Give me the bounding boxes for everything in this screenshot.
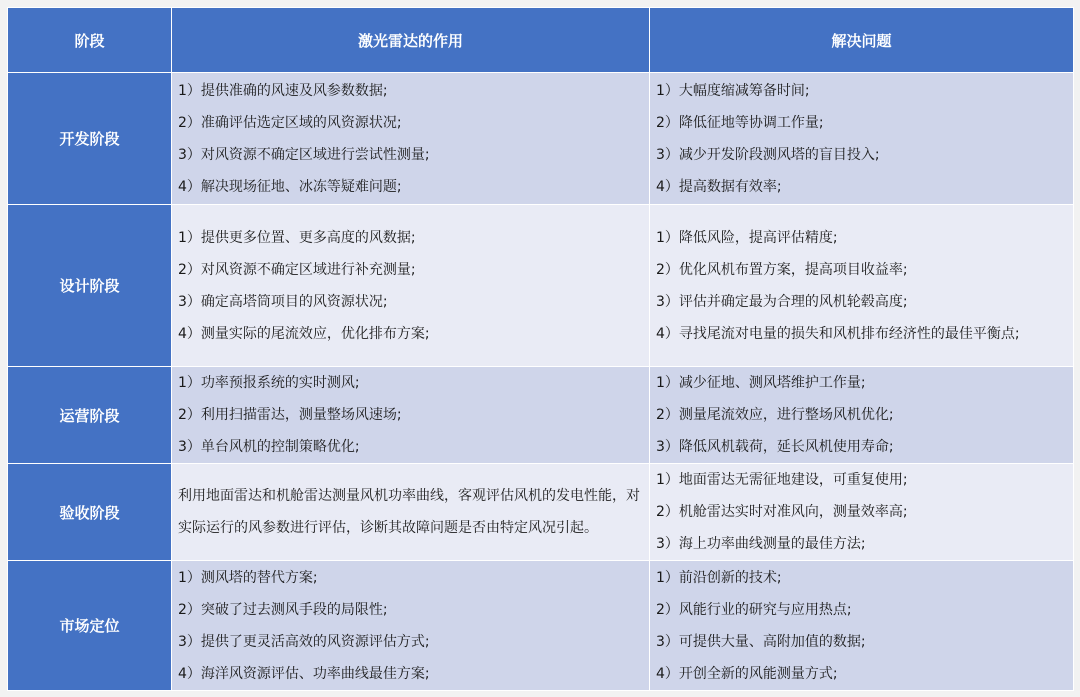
- header-stage: 阶段: [8, 8, 172, 73]
- stage-cell: 设计阶段: [8, 205, 172, 367]
- lidar-application-table: [7, 7, 1074, 691]
- solve-item: 1）地面雷达无需征地建设，可重复使用;: [656, 472, 908, 488]
- role-item: 3）单台风机的控制策略优化;: [178, 439, 360, 455]
- solve-cell: [650, 205, 1074, 367]
- role-item: 3）确定高塔筒项目的风资源状况;: [178, 293, 388, 310]
- table-row: [8, 73, 1074, 205]
- role-cell: [172, 205, 650, 367]
- table-row: [8, 205, 1074, 367]
- stage-cell: 开发阶段: [8, 73, 172, 205]
- solve-item: 1）大幅度缩减筹备时间;: [656, 82, 810, 99]
- role-item: 1）测风塔的替代方案;: [178, 569, 318, 586]
- role-item: 1）提供准确的风速及风参数数据;: [178, 82, 388, 99]
- role-item: 4）测量实际的尾流效应，优化排布方案;: [178, 325, 430, 342]
- solve-item: 1）降低风险，提高评估精度;: [656, 229, 838, 246]
- role-cell: [172, 367, 650, 464]
- role-cell: [172, 561, 650, 691]
- solve-item: 4）寻找尾流对电量的损失和风机排布经济性的最佳平衡点;: [656, 325, 1020, 342]
- solve-cell: [650, 367, 1074, 464]
- role-item: 3）提供了更灵活高效的风资源评估方式;: [178, 633, 430, 650]
- table-row: [8, 464, 1074, 561]
- solve-item: 1）减少征地、测风塔维护工作量;: [656, 375, 866, 391]
- header-problems-solved: 解决问题: [650, 8, 1074, 73]
- stage-cell: 市场定位: [8, 561, 172, 691]
- table-row: [8, 561, 1074, 691]
- solve-item: 2）降低征地等协调工作量;: [656, 114, 824, 131]
- solve-item: 4）开创全新的风能测量方式;: [656, 665, 838, 682]
- solve-item: 3）海上功率曲线测量的最佳方法;: [656, 536, 866, 552]
- table-header-row: [8, 8, 1074, 73]
- stage-cell: 验收阶段: [8, 464, 172, 561]
- solve-item: 1）前沿创新的技术;: [656, 569, 782, 586]
- solve-cell: [650, 561, 1074, 691]
- solve-item: 3）评估并确定最为合理的风机轮毂高度;: [656, 293, 908, 310]
- solve-item: 2）优化风机布置方案，提高项目收益率;: [656, 261, 908, 278]
- solve-item: 3）减少开发阶段测风塔的盲目投入;: [656, 146, 880, 163]
- role-item: 2）准确评估选定区域的风资源状况;: [178, 114, 402, 131]
- solve-cell: [650, 73, 1074, 205]
- table-row: [8, 367, 1074, 464]
- role-item: 1）功率预报系统的实时测风;: [178, 375, 360, 391]
- role-item: 2）利用扫描雷达，测量整场风速场;: [178, 407, 402, 423]
- solve-item: 4）提高数据有效率;: [656, 178, 782, 195]
- header-lidar-role: 激光雷达的作用: [172, 8, 650, 73]
- role-item: 4）海洋风资源评估、功率曲线最佳方案;: [178, 665, 430, 682]
- solve-item: 3）可提供大量、高附加值的数据;: [656, 633, 866, 650]
- role-item: 4）解决现场征地、冰冻等疑难问题;: [178, 178, 402, 195]
- role-paragraph: 利用地面雷达和机舱雷达测量风机功率曲线，客观评估风机的发电性能，对实际运行的风参数进行评估，诊断其故障问题是否由特定风况引起。: [178, 488, 640, 536]
- role-cell: [172, 464, 650, 561]
- solve-item: 2）测量尾流效应，进行整场风机优化;: [656, 407, 894, 423]
- solve-item: 3）降低风机载荷，延长风机使用寿命;: [656, 439, 894, 455]
- role-cell: [172, 73, 650, 205]
- solve-item: 2）风能行业的研究与应用热点;: [656, 601, 852, 618]
- role-item: 2）突破了过去测风手段的局限性;: [178, 601, 388, 618]
- role-item: 3）对风资源不确定区域进行尝试性测量;: [178, 146, 430, 163]
- role-item: 2）对风资源不确定区域进行补充测量;: [178, 261, 416, 278]
- stage-cell: 运营阶段: [8, 367, 172, 464]
- role-item: 1）提供更多位置、更多高度的风数据;: [178, 229, 416, 246]
- solve-cell: [650, 464, 1074, 561]
- solve-item: 2）机舱雷达实时对准风向，测量效率高;: [656, 504, 908, 520]
